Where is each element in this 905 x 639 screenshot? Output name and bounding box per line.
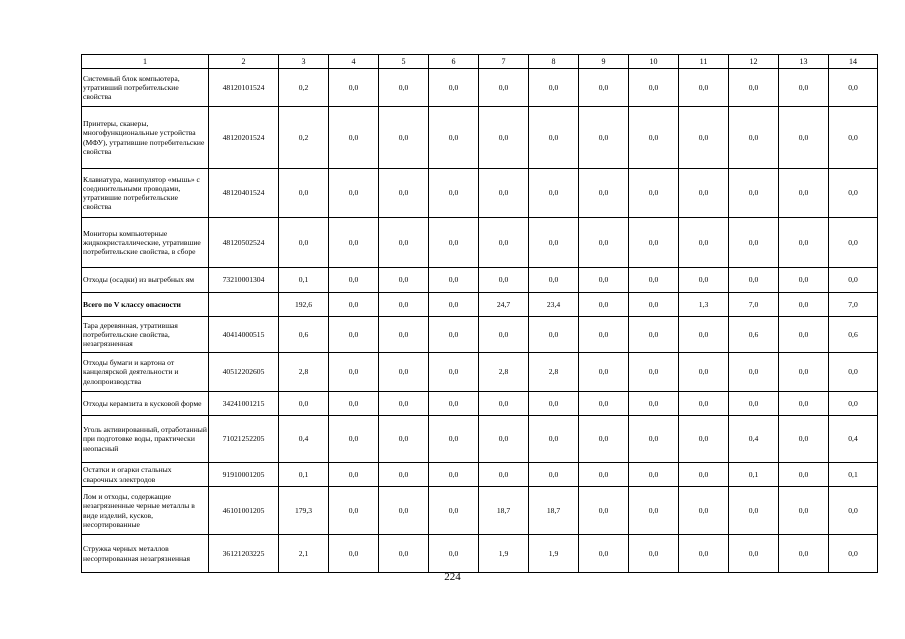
- value-cell: 0,0: [379, 317, 429, 353]
- value-cell: 0,0: [329, 268, 379, 293]
- waste-name-cell: Уголь активированный, отработанный при подготовке воды, практически неопасный: [82, 416, 209, 463]
- column-header: 8: [529, 55, 579, 69]
- value-cell: 0,0: [829, 218, 878, 268]
- value-cell: 0,0: [579, 487, 629, 535]
- value-cell: 0,0: [629, 353, 679, 392]
- value-cell: 0,0: [629, 293, 679, 317]
- value-cell: 0,0: [379, 353, 429, 392]
- value-cell: 0,0: [479, 69, 529, 107]
- value-cell: 0,0: [579, 317, 629, 353]
- column-header: 1: [82, 55, 209, 69]
- total-row: [82, 293, 878, 317]
- value-cell: 0,0: [379, 268, 429, 293]
- value-cell: 0,0: [429, 218, 479, 268]
- value-cell: 0,0: [429, 317, 479, 353]
- table-row: [82, 169, 878, 218]
- value-cell: 0,0: [829, 107, 878, 169]
- value-cell: 0,1: [279, 268, 329, 293]
- waste-code-cell: 91910001205: [209, 463, 279, 487]
- column-header: 9: [579, 55, 629, 69]
- value-cell: 18,7: [529, 487, 579, 535]
- value-cell: 0,0: [729, 535, 779, 573]
- value-cell: 0,0: [629, 218, 679, 268]
- column-header: 13: [779, 55, 829, 69]
- value-cell: 0,1: [279, 463, 329, 487]
- table-row: [82, 392, 878, 416]
- value-cell: 0,0: [729, 69, 779, 107]
- waste-code-cell: 46101001205: [209, 487, 279, 535]
- value-cell: 0,0: [429, 268, 479, 293]
- value-cell: 0,0: [429, 107, 479, 169]
- value-cell: 0,6: [729, 317, 779, 353]
- value-cell: 0,4: [729, 416, 779, 463]
- value-cell: 0,0: [679, 69, 729, 107]
- value-cell: 0,0: [279, 392, 329, 416]
- value-cell: 0,0: [579, 535, 629, 573]
- value-cell: 18,7: [479, 487, 529, 535]
- value-cell: 0,0: [779, 169, 829, 218]
- value-cell: 0,0: [329, 317, 379, 353]
- waste-name-cell: Тара деревянная, утратившая потребительские свойства, незагрязненная: [82, 317, 209, 353]
- value-cell: 0,0: [629, 487, 679, 535]
- value-cell: 0,0: [479, 218, 529, 268]
- waste-name-cell: Всего по V классу опасности: [82, 293, 209, 317]
- value-cell: 0,0: [329, 416, 379, 463]
- value-cell: 0,0: [579, 107, 629, 169]
- value-cell: 1,9: [529, 535, 579, 573]
- waste-code-cell: 40414000515: [209, 317, 279, 353]
- value-cell: 7,0: [829, 293, 878, 317]
- value-cell: 0,0: [729, 169, 779, 218]
- column-header: 7: [479, 55, 529, 69]
- value-cell: 0,0: [479, 268, 529, 293]
- waste-code-cell: 73210001304: [209, 268, 279, 293]
- value-cell: 0,0: [829, 169, 878, 218]
- value-cell: 0,0: [679, 169, 729, 218]
- value-cell: 2,8: [479, 353, 529, 392]
- value-cell: 0,0: [329, 353, 379, 392]
- value-cell: 0,0: [629, 416, 679, 463]
- value-cell: 0,0: [779, 392, 829, 416]
- value-cell: 0,2: [279, 69, 329, 107]
- waste-name-cell: Лом и отходы, содержащие незагрязненные черные металлы в виде изделий, кусков, несортированные: [82, 487, 209, 535]
- value-cell: 0,0: [329, 487, 379, 535]
- column-header: 14: [829, 55, 878, 69]
- column-header: 3: [279, 55, 329, 69]
- value-cell: 0,0: [529, 69, 579, 107]
- value-cell: 0,0: [579, 353, 629, 392]
- value-cell: 0,0: [529, 392, 579, 416]
- value-cell: 0,0: [679, 487, 729, 535]
- value-cell: 0,0: [429, 293, 479, 317]
- value-cell: 0,0: [829, 535, 878, 573]
- value-cell: 0,0: [579, 416, 629, 463]
- table-row: [82, 218, 878, 268]
- waste-code-cell: 48120101524: [209, 69, 279, 107]
- value-cell: 0,0: [779, 107, 829, 169]
- value-cell: 0,0: [829, 69, 878, 107]
- value-cell: 0,0: [429, 487, 479, 535]
- waste-code-cell: 48120401524: [209, 169, 279, 218]
- value-cell: 0,0: [679, 317, 729, 353]
- table-row: [82, 317, 878, 353]
- column-header: 4: [329, 55, 379, 69]
- value-cell: 0,0: [329, 463, 379, 487]
- table-row: [82, 353, 878, 392]
- value-cell: 0,0: [779, 268, 829, 293]
- waste-name-cell: Системный блок компьютера, утративший потребительские свойства: [82, 69, 209, 107]
- waste-code-cell: 36121203225: [209, 535, 279, 573]
- value-cell: 0,4: [829, 416, 878, 463]
- value-cell: 0,0: [379, 169, 429, 218]
- value-cell: 0,0: [279, 169, 329, 218]
- value-cell: 0,0: [779, 416, 829, 463]
- value-cell: 0,0: [379, 487, 429, 535]
- value-cell: 0,0: [429, 169, 479, 218]
- value-cell: 0,0: [679, 218, 729, 268]
- table-row: [82, 487, 878, 535]
- column-header: 11: [679, 55, 729, 69]
- waste-name-cell: Отходы керамзита в кусковой форме: [82, 392, 209, 416]
- waste-name-cell: Стружка черных металлов несортированная незагрязненная: [82, 535, 209, 573]
- value-cell: 0,0: [729, 218, 779, 268]
- value-cell: 0,0: [579, 268, 629, 293]
- value-cell: 0,0: [729, 268, 779, 293]
- value-cell: 0,0: [579, 69, 629, 107]
- waste-code-cell: 40512202605: [209, 353, 279, 392]
- value-cell: 0,0: [679, 107, 729, 169]
- value-cell: 0,0: [379, 416, 429, 463]
- value-cell: 0,0: [779, 218, 829, 268]
- value-cell: 0,0: [379, 535, 429, 573]
- value-cell: 2,8: [279, 353, 329, 392]
- value-cell: 0,0: [479, 463, 529, 487]
- value-cell: 0,0: [579, 169, 629, 218]
- value-cell: 0,0: [629, 463, 679, 487]
- value-cell: 0,0: [329, 69, 379, 107]
- value-cell: 0,0: [729, 107, 779, 169]
- value-cell: 0,0: [629, 107, 679, 169]
- value-cell: 0,0: [329, 107, 379, 169]
- value-cell: 0,0: [629, 535, 679, 573]
- waste-table: [81, 54, 878, 573]
- table-row: [82, 463, 878, 487]
- value-cell: 0,0: [329, 218, 379, 268]
- value-cell: 0,6: [279, 317, 329, 353]
- value-cell: 7,0: [729, 293, 779, 317]
- value-cell: 0,0: [529, 463, 579, 487]
- value-cell: 0,0: [579, 463, 629, 487]
- value-cell: 0,0: [729, 392, 779, 416]
- value-cell: 0,6: [829, 317, 878, 353]
- value-cell: 0,0: [779, 293, 829, 317]
- value-cell: 0,0: [629, 69, 679, 107]
- value-cell: 0,0: [529, 416, 579, 463]
- value-cell: 1,3: [679, 293, 729, 317]
- table-row: [82, 535, 878, 573]
- waste-code-cell: [209, 293, 279, 317]
- value-cell: 0,0: [329, 535, 379, 573]
- value-cell: 0,0: [629, 317, 679, 353]
- value-cell: 0,0: [579, 218, 629, 268]
- value-cell: 0,4: [279, 416, 329, 463]
- waste-code-cell: 71021252205: [209, 416, 279, 463]
- value-cell: 0,0: [779, 535, 829, 573]
- value-cell: 0,0: [679, 392, 729, 416]
- value-cell: 0,0: [729, 353, 779, 392]
- table-row: [82, 268, 878, 293]
- value-cell: 0,0: [779, 69, 829, 107]
- value-cell: 0,0: [429, 416, 479, 463]
- value-cell: 0,0: [779, 487, 829, 535]
- value-cell: 192,6: [279, 293, 329, 317]
- value-cell: 2,8: [529, 353, 579, 392]
- value-cell: 0,0: [279, 218, 329, 268]
- value-cell: 0,0: [479, 169, 529, 218]
- value-cell: 0,0: [479, 107, 529, 169]
- column-header: 5: [379, 55, 429, 69]
- waste-name-cell: Остатки и огарки стальных сварочных электродов: [82, 463, 209, 487]
- value-cell: 0,0: [829, 487, 878, 535]
- waste-name-cell: Клавиатура, манипулятор «мышь» с соединительными проводами, утратившие потребительские свойства: [82, 169, 209, 218]
- table-row: [82, 69, 878, 107]
- waste-name-cell: Отходы бумаги и картона от канцелярской деятельности и делопроизводства: [82, 353, 209, 392]
- value-cell: 0,0: [329, 392, 379, 416]
- value-cell: 0,0: [429, 353, 479, 392]
- value-cell: 0,0: [529, 317, 579, 353]
- value-cell: 0,0: [479, 392, 529, 416]
- value-cell: 0,0: [329, 293, 379, 317]
- value-cell: 0,0: [379, 463, 429, 487]
- value-cell: 0,0: [829, 268, 878, 293]
- waste-code-cell: 48120201524: [209, 107, 279, 169]
- value-cell: 0,0: [629, 169, 679, 218]
- value-cell: 0,0: [429, 392, 479, 416]
- value-cell: 0,0: [379, 293, 429, 317]
- value-cell: 0,0: [629, 392, 679, 416]
- table-row: [82, 416, 878, 463]
- value-cell: 0,0: [529, 218, 579, 268]
- value-cell: 0,0: [529, 268, 579, 293]
- value-cell: 0,0: [679, 353, 729, 392]
- value-cell: 0,0: [529, 169, 579, 218]
- waste-code-cell: 48120502524: [209, 218, 279, 268]
- value-cell: 0,0: [429, 535, 479, 573]
- value-cell: 0,0: [679, 416, 729, 463]
- value-cell: 0,0: [729, 487, 779, 535]
- value-cell: 2,1: [279, 535, 329, 573]
- value-cell: 0,0: [529, 107, 579, 169]
- value-cell: 24,7: [479, 293, 529, 317]
- value-cell: 0,0: [679, 535, 729, 573]
- value-cell: 0,0: [379, 69, 429, 107]
- column-header: 6: [429, 55, 479, 69]
- value-cell: 0,0: [779, 353, 829, 392]
- value-cell: 179,3: [279, 487, 329, 535]
- value-cell: 0,0: [379, 218, 429, 268]
- value-cell: 0,0: [829, 353, 878, 392]
- value-cell: 0,0: [779, 317, 829, 353]
- page-number: 224: [444, 571, 461, 583]
- value-cell: 0,0: [329, 169, 379, 218]
- value-cell: 0,0: [679, 268, 729, 293]
- value-cell: 0,0: [479, 416, 529, 463]
- waste-code-cell: 34241001215: [209, 392, 279, 416]
- value-cell: 0,1: [729, 463, 779, 487]
- value-cell: 0,0: [679, 463, 729, 487]
- value-cell: 0,0: [429, 463, 479, 487]
- value-cell: 23,4: [529, 293, 579, 317]
- waste-name-cell: Мониторы компьютерные жидкокристаллические, утратившие потребительские свойства, в сборе: [82, 218, 209, 268]
- column-header: 2: [209, 55, 279, 69]
- value-cell: 0,0: [829, 392, 878, 416]
- value-cell: 0,0: [579, 392, 629, 416]
- waste-name-cell: Принтеры, сканеры, многофункциональные устройства (МФУ), утратившие потребительские свойства: [82, 107, 209, 169]
- column-header: 10: [629, 55, 679, 69]
- table-row: [82, 107, 878, 169]
- value-cell: 0,0: [429, 69, 479, 107]
- value-cell: 1,9: [479, 535, 529, 573]
- value-cell: 0,0: [579, 293, 629, 317]
- header-row: [82, 55, 878, 69]
- table-body: [82, 55, 878, 573]
- value-cell: 0,0: [629, 268, 679, 293]
- value-cell: 0,2: [279, 107, 329, 169]
- waste-name-cell: Отходы (осадки) из выгребных ям: [82, 268, 209, 293]
- value-cell: 0,1: [829, 463, 878, 487]
- column-header: 12: [729, 55, 779, 69]
- value-cell: 0,0: [379, 392, 429, 416]
- value-cell: 0,0: [479, 317, 529, 353]
- value-cell: 0,0: [379, 107, 429, 169]
- value-cell: 0,0: [779, 463, 829, 487]
